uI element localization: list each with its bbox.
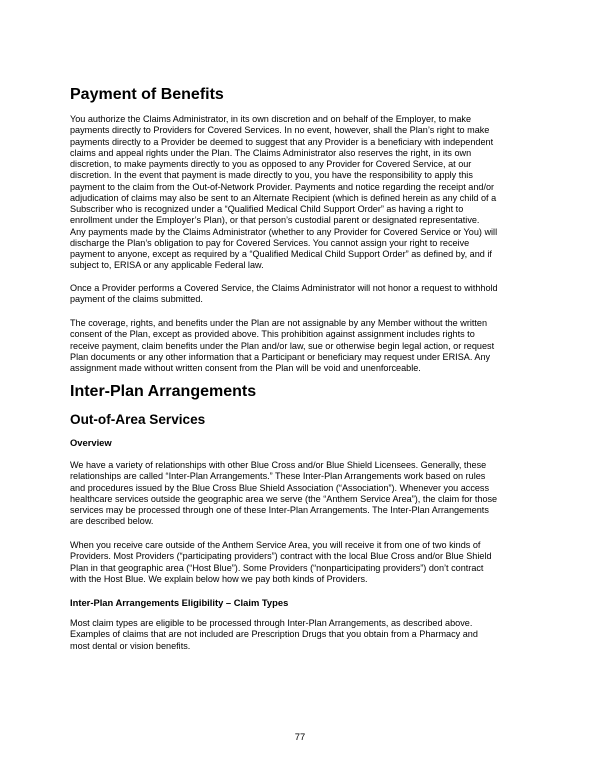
payment-paragraph-3 [70,318,533,374]
text-line: payments directly to a Provider be deemed to suggest that any Provider is a beneficiary with independent [70,136,494,147]
overview-heading: Overview [70,437,112,448]
payment-of-benefits-heading: Payment of Benefits [70,86,224,103]
text-line: Subscriber who is recognized under a “Qualified Medical Child Support Order” as having a right to [70,204,464,214]
text-line: Examples of claims that are not included are Prescription Drugs that you obtain from a Pharmacy and [70,629,478,640]
text-line: receive payment, claim benefits under the Plan and/or law, sue or otherwise begin legal action, or request [70,340,495,351]
claim-types-paragraph [70,618,533,652]
anthem-service-area-paragraph [70,540,533,585]
text-line: most dental or vision benefits. [70,640,191,651]
text-line: consent of the Plan, except as provided above. This prohibition against assignment includes rights to [70,329,475,340]
text-line: Once a Provider performs a Covered Service, the Claims Administrator will not honor a request to withhold [70,283,498,293]
text-line: adjudication of claims may also be sent to an Alternate Recipient (which is defined herein as any child of a [70,192,497,203]
text-line: healthcare services outside the geographic area we serve (the “Anthem Service Area”), the claim for those [70,493,498,504]
text-line: payment to the claim from the Out-of-Network Provider. Payments and notice regarding the receipt and/or [70,181,495,192]
inter-plan-arrangements-heading: Inter-Plan Arrangements [70,383,257,400]
text-line: Plan documents or any other information that a Participant or beneficiary may request under ERISA. Any [70,351,491,362]
payment-paragraph-2 [70,283,533,306]
text-line: relationships are called “Inter-Plan Arrangements.” These Inter-Plan Arrangements work based on rules [70,471,486,482]
text-line: assignment made without written consent from the Plan will be void and unenforceable. [70,363,421,373]
text-line: claims and appeal rights under the Plan. The Claims Administrator also reserves the right, in its own [70,147,472,158]
out-of-area-services-heading: Out-of-Area Services [70,412,206,427]
page-number: 77 [294,731,306,742]
text-line: Any payments made by the Claims Administrator (whether to any Provider for Covered Service or You) will [70,226,498,237]
eligibility-claim-types-heading: Inter-Plan Arrangements Eligibility – Claim Types [70,597,289,608]
text-line: enrollment under the Employer’s Plan), or that person’s custodial parent or designated representative. [70,215,480,226]
text-line: payment to anyone, except as required by a “Qualified Medical Child Support Order” as defined by, and if [70,249,492,259]
text-line: discretion, to make payments directly to you as opposed to any Provider for Covered Service, at our [70,159,472,169]
text-line: and procedures issued by the Blue Cross Blue Shield Association (“Association”). Whenever you access [70,482,490,493]
text-line: We have a variety of relationships with other Blue Cross and/or Blue Shield Licensees. Generally, these [70,460,487,470]
text-line: payments directly to Providers for Covered Services. In no event, however, shall the Plan’s right to make [70,125,490,136]
text-line: Providers. Most Providers (“participating providers”) contract with the local Blue Cross and/or Blue Shield [70,551,492,562]
text-line: services may be processed through one of these Inter-Plan Arrangements. The Inter-Plan Arrangements [70,505,489,515]
text-line: payment of the claims submitted. [70,294,203,305]
text-line: Most claim types are eligible to be processed through Inter-Plan Arrangements, as described above. [70,618,473,628]
text-line: Plan in that geographic area (“Host Blue”). Some Providers (“nonparticipating providers”) don’t contract [70,562,484,573]
text-line: discretion. In the event that payment is made directly to you, you have the responsibility to apply this [70,170,473,181]
payment-paragraph-1 [70,114,533,272]
overview-paragraph [70,460,533,528]
text-line: discharge the Plan’s obligation to pay for Covered Services. You cannot assign your right to receive [70,237,470,248]
text-line: When you receive care outside of the Anthem Service Area, you will receive it from one of two kinds of [70,540,481,550]
text-line: subject to, ERISA or any applicable Federal law. [70,260,264,271]
text-line: with the Host Blue. We explain below how we pay both kinds of Providers. [70,573,368,584]
text-line: The coverage, rights, and benefits under the Plan are not assignable by any Member without the written [70,318,488,328]
text-line: You authorize the Claims Administrator, in its own discretion and on behalf of the Employer, to make [70,114,472,124]
text-line: are described below. [70,516,154,527]
